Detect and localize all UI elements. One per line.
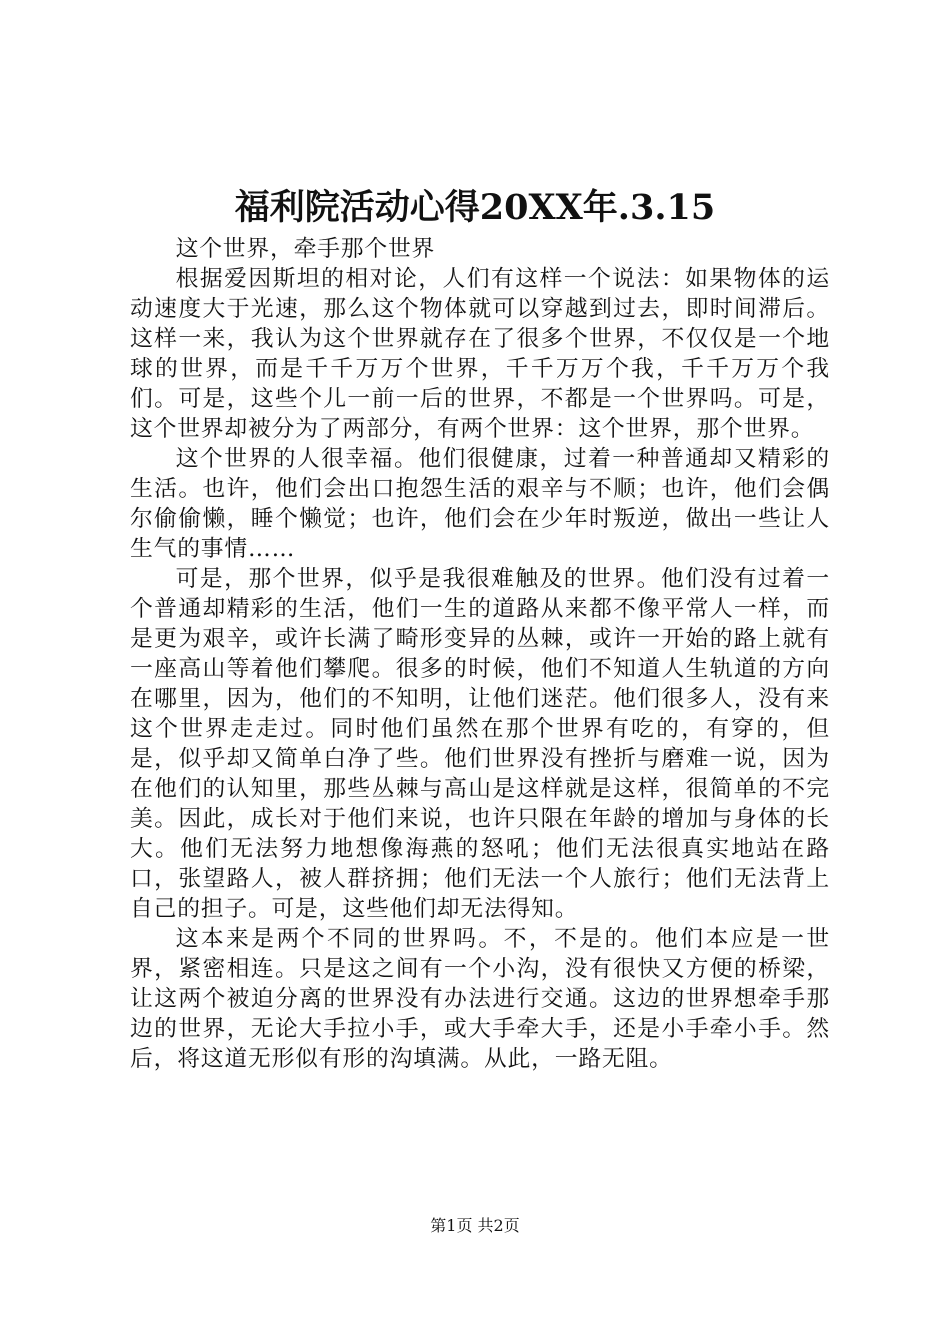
paragraph: 这本来是两个不同的世界吗。不，不是的。他们本应是一世界，紧密相连。只是这之间有一个小沟，没有很快又方便的桥梁，让这两个被迫分离的世界没有办法进行交通。这边的世界想牵手那边的世界，无论大手拉小手，或大手牵大手，还是小手牵小手。然后，将这道无形似有形的沟填满。从此，一路无阻。 <box>130 926 830 1072</box>
paragraph: 根据爱因斯坦的相对论，人们有这样一个说法：如果物体的运动速度大于光速，那么这个物体就可以穿越到过去，即时间滞后。这样一来，我认为这个世界就存在了很多个世界，不仅仅是一个地球的世界，而是千千万万个世界，千千万万个我，千千万万个我们。可是，这些个儿一前一后的世界，不都是一个世界吗。可是，这个世界却被分为了两部分，有两个世界：这个世界，那个世界。 <box>130 266 830 442</box>
page-number-footer: 第1页 共2页 <box>430 1216 520 1235</box>
paragraph-subtitle: 这个世界，牵手那个世界 <box>175 236 436 262</box>
document-body <box>130 234 830 1074</box>
paragraph: 这个世界的人很幸福。他们很健康，过着一种普通却又精彩的生活。也许，他们会出口抱怨生活的艰辛与不顺；也许，他们会偶尔偷偷懒，睡个懒觉；也许，他们会在少年时叛逆，做出一些让人生气的事情…… <box>130 446 830 562</box>
paragraph: 可是，那个世界，似乎是我很难触及的世界。他们没有过着一个普通却精彩的生活，他们一生的道路从来都不像平常人一样，而是更为艰辛，或许长满了畸形变异的丛棘，或许一开始的路上就有一座高山等着他们攀爬。很多的时候，他们不知道人生轨道的方向在哪里，因为，他们的不知明，让他们迷茫。他们很多人，没有来这个世界走走过。同时他们虽然在那个世界有吃的，有穿的，但是，似乎却又简单白净了些。他们世界没有挫折与磨难一说，因为在他们的认知里，那些丛棘与高山是这样就是这样，很简单的不完美。因此，成长对于他们来说，也许只限在年龄的增加与身体的长大。他们无法努力地想像海燕的怒吼；他们无法很真实地站在路口，张望路人，被人群挤拥；他们无法一个人旅行；他们无法背上自己的担子。可是，这些他们却无法得知。 <box>130 566 830 922</box>
document-title: 福利院活动心得20XX年.3.15 <box>234 187 716 228</box>
